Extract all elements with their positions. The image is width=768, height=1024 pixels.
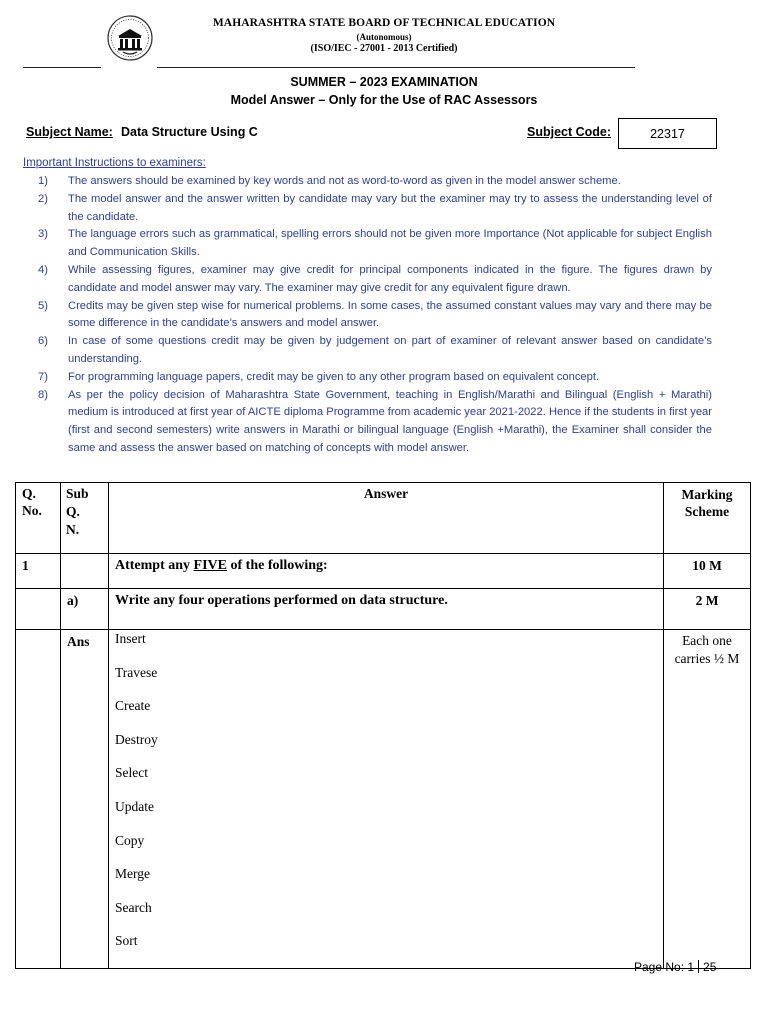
instruction-number: 2) [38, 192, 48, 205]
subq-header-line: Sub [66, 486, 89, 501]
marking-header-line: Scheme [684, 504, 730, 519]
exam-subtitle: Model Answer – Only for the Use of RAC Assessors [230, 93, 538, 107]
instruction-item [38, 262, 712, 298]
instruction-text: While assessing figures, examiner may give credit for principal components indicated in the figure. The figures drawn by candidate and model answer may vary. The examiner may give credit for any equivalent figure drawn. [68, 263, 712, 294]
instruction-number: 7) [38, 370, 48, 383]
instruction-item [38, 298, 712, 334]
list-item: Update [115, 798, 154, 814]
instruction-item [38, 191, 712, 227]
subject-code-box [618, 118, 717, 149]
marking-header [664, 483, 751, 554]
empty-cell [16, 589, 61, 630]
table-row [16, 630, 751, 969]
subquestion-text: Write any four operations performed on data structure. [109, 589, 664, 630]
msbte-logo [106, 14, 154, 62]
total-pages: 25 [703, 960, 717, 974]
instruction-number: 5) [38, 299, 48, 312]
instruction-item [38, 387, 712, 458]
instruction-number: 6) [38, 335, 48, 348]
list-item: Copy [115, 832, 145, 848]
subject-code-label: Subject Code: [527, 125, 612, 139]
exam-title: SUMMER – 2023 EXAMINATION [290, 75, 478, 89]
answer-table [15, 482, 751, 969]
header-rule-left [23, 67, 101, 68]
page-label: Page No: 1 [634, 960, 695, 974]
table-row [16, 589, 751, 630]
list-item: Merge [115, 866, 150, 882]
subject-code: 22317 [650, 126, 685, 141]
question-number: 1 [16, 554, 61, 589]
subject-name-label: Subject Name: [26, 125, 113, 139]
answer-marking-line: Each one [682, 633, 732, 648]
instruction-item [38, 333, 712, 369]
instructions-title: Important Instructions to examiners: [23, 157, 206, 169]
page-separator [698, 960, 699, 973]
answer-marking [664, 630, 751, 969]
instruction-text: For programming language papers, credit may be given to any other program based on equivalent concept. [68, 370, 600, 383]
list-item: Insert [115, 631, 146, 646]
instruction-text: The language errors such as grammatical, spelling errors should not be given more Importance (Not applicable for subject English and Communication Skills. [68, 228, 712, 259]
table-header-row [16, 483, 751, 554]
qno-header-line: Q. [22, 486, 36, 501]
qno-header-line: No. [22, 503, 42, 518]
question-suffix: of the following: [227, 558, 328, 573]
subquestion-label: a) [61, 589, 109, 630]
instruction-text: As per the policy decision of Maharashtra State Government, teaching in English/Marathi and Bilingual (English + Marathi) medium is introduced at first year of AICTE diploma Programme from academic year 2021-2022. Hence if the students in first year (first and second semesters) write answers in Marathi or bilingual language (English +Marathi), the Examiner shall consider the same and assess the answer based on matching of concepts with model answer. [68, 388, 712, 454]
instruction-text: Credits may be given step wise for numerical problems. In some cases, the assumed constant values may vary and there may be some difference in the candidate’s answers and model answer. [68, 299, 712, 330]
question-marks: 10 M [664, 554, 751, 589]
instruction-item [38, 226, 712, 262]
instruction-item [38, 173, 712, 191]
instruction-item [38, 369, 712, 387]
empty-cell [61, 554, 109, 589]
instruction-number: 1) [38, 175, 48, 187]
answer-marking-line: carries ½ M [674, 651, 740, 666]
subject-name: Data Structure Using C [121, 125, 258, 139]
question-text [109, 554, 664, 589]
instructions-list [38, 173, 712, 458]
list-item: Select [115, 765, 148, 781]
subquestion-marks: 2 M [664, 589, 751, 630]
instruction-number: 8) [38, 388, 48, 401]
answer-label: Ans [61, 630, 109, 969]
operations-list [115, 630, 663, 966]
instruction-text: The answers should be examined by key words and not as word-to-word as given in the model answer scheme. [68, 175, 621, 187]
subq-header [61, 483, 109, 554]
list-item: Travese [115, 664, 158, 680]
instruction-number: 3) [38, 228, 48, 241]
board-name: MAHARASHTRA STATE BOARD OF TECHNICAL EDUCATION [212, 17, 556, 29]
instruction-text: In case of some questions credit may be given by judgement on part of examiner of relevant answer based on candidate’s understanding. [68, 335, 712, 365]
qno-header [16, 483, 61, 554]
list-item: Create [115, 698, 151, 714]
instruction-number: 4) [38, 263, 48, 276]
subq-header-line: N. [66, 522, 80, 537]
question-prefix: Attempt any [115, 558, 194, 573]
answer-header: Answer [109, 483, 664, 554]
autonomous-label: (Autonomous) [356, 32, 412, 42]
list-item: Destroy [115, 731, 158, 747]
certification-label: (ISO/IEC - 27001 - 2013 Certified) [310, 43, 458, 54]
header-rule-right [157, 67, 635, 68]
list-item: Search [115, 899, 152, 915]
answer-content [109, 630, 664, 969]
list-item: Sort [115, 933, 138, 949]
marking-header-line: Marking [681, 487, 733, 502]
subq-header-line: Q. [66, 504, 80, 519]
page-number [634, 960, 716, 974]
question-emphasis: FIVE [193, 558, 227, 573]
instruction-text: The model answer and the answer written by candidate may vary but the examiner may try to assess the understanding level of the candidate. [68, 192, 712, 223]
table-row [16, 554, 751, 589]
empty-cell [16, 630, 61, 969]
